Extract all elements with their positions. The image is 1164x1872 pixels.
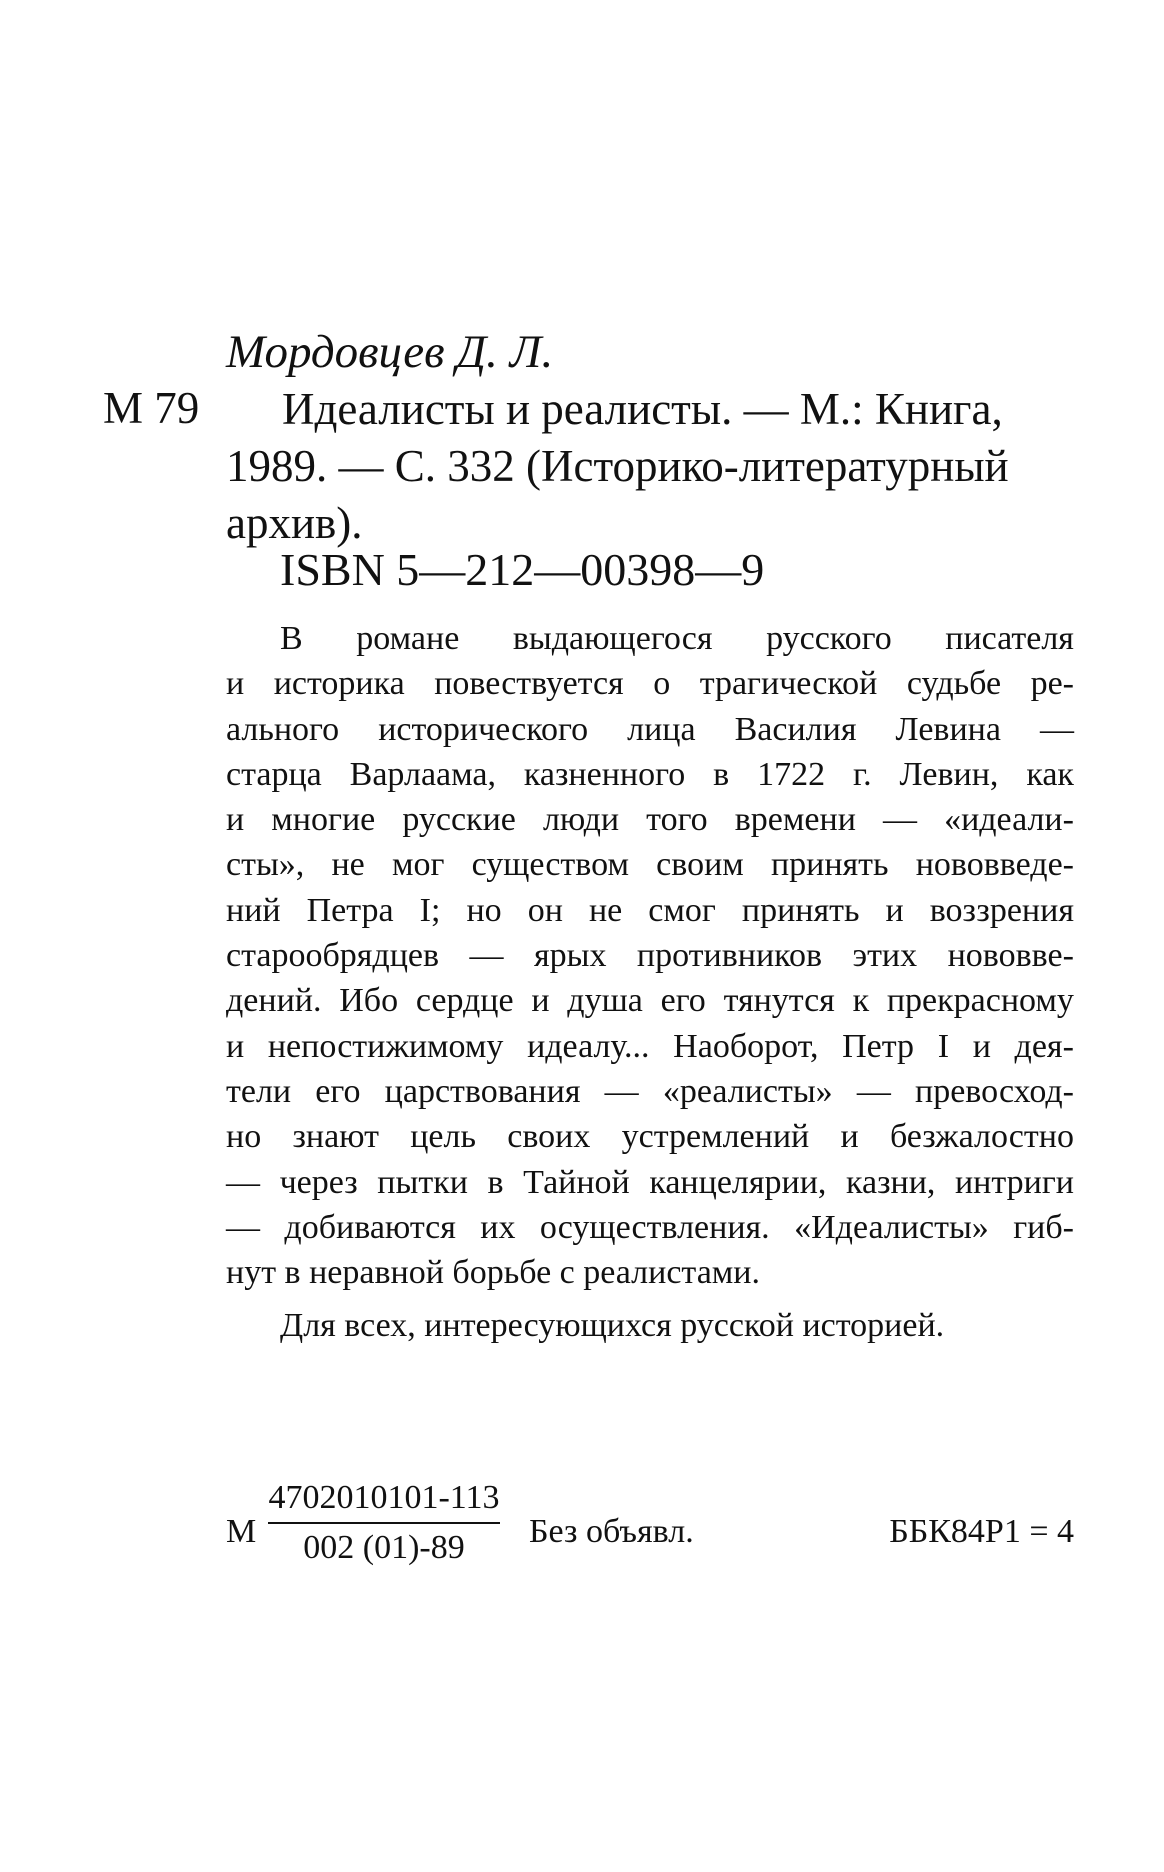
fraction-denominator: 002 (01)-89 (303, 1529, 465, 1566)
annotation-line: нут в неравной борьбе с реалистами. (226, 1254, 760, 1292)
annotation-line: дений. Ибо сердце и душа его тянутся к прекрасному (226, 982, 1074, 1020)
isbn: ISBN 5—212—00398—9 (280, 544, 765, 595)
annotation-line: старца Варлаама, казненного в 1722 г. Левин, как (226, 755, 1074, 793)
bibliographic-line: Идеалисты и реалисты. — М.: Книга, (282, 384, 1003, 434)
fraction-bar (268, 1522, 500, 1524)
annotation-line: и многие русские люди того времени — «идеали- (226, 801, 1074, 839)
annotation-line: В романе выдающегося русского писателя (280, 620, 1074, 657)
call-code: М 79 (103, 383, 200, 433)
footer-imprint (226, 1478, 1074, 1588)
bibliographic-line: 1989. — С. 332 (Историко-литературный (226, 441, 1009, 491)
annotation-line: старообрядцев — ярых противников этих нововве- (226, 937, 1074, 975)
annotation-line: — через пытки в Тайной канцелярии, казни, интриги (226, 1163, 1074, 1201)
bibliographic-line: архив). (226, 498, 363, 548)
annotation-line: но знают цель своих устремлений и безжалостно (226, 1118, 1074, 1156)
index-fraction (268, 1478, 500, 1568)
annotation-line: и непостижимому идеалу... Наоборот, Петр I и дея- (226, 1027, 1074, 1065)
author-heading: Мордовцев Д. Л. (226, 326, 554, 378)
annotation-line: ального исторического лица Василия Левина — (226, 710, 1074, 748)
price-note: Без объявл. (529, 1513, 694, 1550)
annotation-line: и историка повествуется о трагической судьбе ре- (226, 665, 1074, 703)
annotation-line: сты», не мог существом своим принять нововведе- (226, 846, 1074, 884)
annotation-line: тели его царствования — «реалисты» — превосход- (226, 1072, 1074, 1110)
audience-note: Для всех, интересующихся русской историей. (280, 1307, 945, 1344)
annotation-line: — добиваются их осуществления. «Идеалисты» гиб- (226, 1208, 1074, 1246)
footer-letter: М (226, 1513, 257, 1550)
annotation-line: ний Петра I; но он не смог принять и воззрения (226, 891, 1074, 929)
bbk-code: ББК84Р1 = 4 (889, 1513, 1074, 1550)
bibliographic-description (226, 381, 1074, 552)
annotation (226, 616, 1074, 1295)
fraction-numerator: 4702010101-113 (268, 1479, 500, 1516)
